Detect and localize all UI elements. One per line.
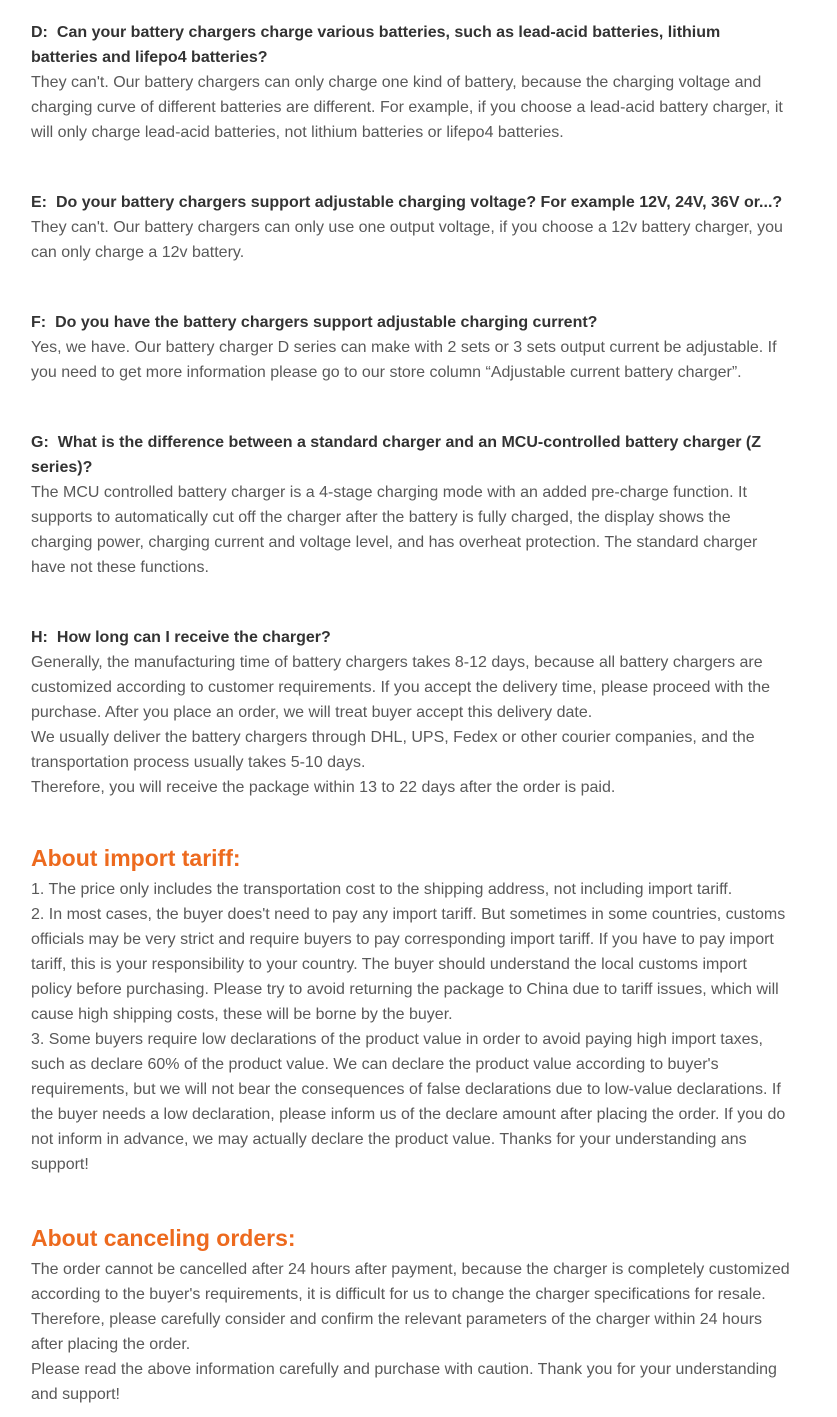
tariff-paragraph-3: 3. Some buyers require low declarations of the product value in order to avoid paying high import taxes, such as declare 60% of the product value. We can declare the product value according to buyer's requirements, but we will not bear the consequences of false declarations due to low-value declarations. If the buyer needs a low declaration, please inform us of the declare amount after placing the order. If you do not inform in advance, we may actually declare the product value. Thanks for your understanding ans support! [31, 1031, 786, 1173]
faq-item-e [31, 190, 791, 265]
question-text: Do your battery chargers support adjustable charging voltage? For example 12V, 24V, 36V or...? [56, 194, 783, 211]
question-label: E: [31, 194, 47, 211]
cancel-paragraph-2: Please read the above information carefully and purchase with caution. Thank you for your understanding and support! [31, 1361, 777, 1403]
cancel-paragraph-1: The order cannot be cancelled after 24 hours after payment, because the charger is completely customized according to the buyer's requirements, it is difficult for us to change the charger specifications for resale. Therefore, please carefully consider and confirm the relevant parameters of the charger within 24 hours after placing the order. [31, 1261, 790, 1353]
question-text: How long can I receive the charger? [56, 629, 331, 646]
faq-item-d [31, 20, 791, 145]
faq-item-h [31, 625, 791, 800]
faq-question [31, 20, 791, 70]
faq-question [31, 625, 791, 650]
faq-answer: We usually deliver the battery chargers through DHL, UPS, Fedex or other courier companies, and the transportation process usually takes 5-10 days. [31, 729, 755, 771]
faq-answer: Therefore, you will receive the package within 13 to 22 days after the order is paid. [31, 779, 616, 796]
tariff-paragraph-1: 1. The price only includes the transportation cost to the shipping address, not including import tariff. [31, 881, 733, 898]
faq-question [31, 430, 791, 480]
faq-item-g [31, 430, 791, 580]
faq-question [31, 310, 791, 335]
section-heading-canceling-orders: About canceling orders: [31, 1225, 296, 1251]
question-label: H: [31, 629, 48, 646]
question-text: Do you have the battery chargers support adjustable charging current? [55, 314, 598, 331]
faq-answer: Yes, we have. Our battery charger D series can make with 2 sets or 3 sets output current be adjustable. If you need to get more information please go to our store column “Adjustable current battery charger”. [31, 339, 777, 381]
question-label: F: [31, 314, 47, 331]
question-text: What is the difference between a standard charger and an MCU-controlled battery charger (Z series)? [31, 434, 762, 476]
import-tariff-section [31, 845, 791, 1177]
faq-list [31, 20, 791, 800]
faq-answer: They can't. Our battery chargers can only use one output voltage, if you choose a 12v battery charger, you can only charge a 12v battery. [31, 219, 783, 261]
faq-answer: They can't. Our battery chargers can only charge one kind of battery, because the charging voltage and charging curve of different batteries are different. For example, if you choose a lead-acid battery charger, it will only charge lead-acid batteries, not lithium batteries or lifepo4 batteries. [31, 74, 783, 141]
question-text: Can your battery chargers charge various batteries, such as lead-acid batteries, lithium batteries and lifepo4 batteries? [31, 24, 721, 66]
canceling-orders-section [31, 1225, 791, 1407]
question-label: G: [31, 434, 49, 451]
section-heading-import-tariff: About import tariff: [31, 845, 241, 871]
tariff-paragraph-2: 2. In most cases, the buyer does't need to pay any import tariff. But sometimes in some countries, customs officials may be very strict and require buyers to pay corresponding import tariff. If you have to pay import tariff, this is your responsibility to your country. The buyer should understand the local customs import policy before purchasing. Please try to avoid returning the package to China due to tariff issues, which will cause high shipping costs, these will be borne by the buyer. [31, 906, 786, 1023]
faq-item-f [31, 310, 791, 385]
faq-question [31, 190, 791, 215]
question-label: D: [31, 24, 48, 41]
faq-answer: Generally, the manufacturing time of battery chargers takes 8-12 days, because all battery chargers are customized according to customer requirements. If you accept the delivery time, please proceed with the purchase. After you place an order, we will treat buyer accept this delivery date. [31, 654, 771, 721]
faq-answer: The MCU controlled battery charger is a 4-stage charging mode with an added pre-charge function. It supports to automatically cut off the charger after the battery is fully charged, the display shows the charging power, charging current and voltage level, and has overheat protection. The standard charger have not these functions. [31, 484, 758, 576]
